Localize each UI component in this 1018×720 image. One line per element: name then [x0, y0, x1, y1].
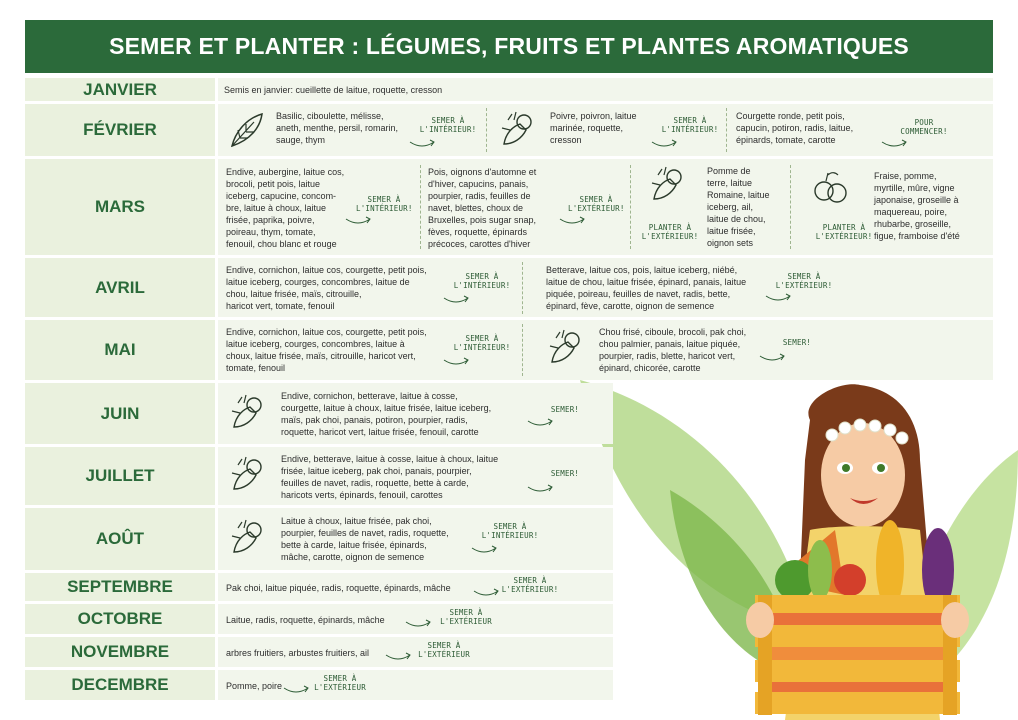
- arrow-icon: [758, 352, 788, 364]
- arrow-icon: [472, 587, 502, 599]
- month-row-octobre: [25, 604, 993, 634]
- sowing-list: Endive, betterave, laitue à cosse, laitue à choux, laitue frisée, laitue iceberg, pak choi, panais, pourpier, feuilles de navet, radis, roquette, bette à carde, haricots verts, épinards, fenouil, carottes: [281, 454, 499, 500]
- arrow-icon: [764, 292, 794, 304]
- arrow-icon: [404, 618, 434, 630]
- handwritten-note: SEMER À L'INTÉRIEUR!: [419, 116, 477, 134]
- divider: [420, 165, 421, 249]
- sowing-list: Poivre, poivron, laitue marinée, roquette, cresson: [550, 111, 637, 145]
- arrow-icon: [526, 417, 556, 429]
- vegetables-bundle-icon: [226, 393, 266, 433]
- sowing-list: Courgette ronde, petit pois, capucin, potiron, radis, laitue, épinards, tomate, carotte: [736, 111, 854, 145]
- sowing-list: Endive, cornichon, betterave, laitue à cosse, courgette, laitue à choux, laitue frisée, laitue iceberg, maïs, pak choi, panais, potiron, pourpier, radis, roquette, haricot vert, laitue frisée, fenouil, carotte: [281, 391, 492, 437]
- month-label: MAI: [25, 320, 215, 380]
- month-label: AVRIL: [25, 258, 215, 317]
- arrow-icon: [526, 483, 556, 495]
- handwritten-note: SEMER À L'INTÉRIEUR!: [481, 522, 539, 540]
- month-content: [218, 78, 993, 101]
- month-row-juin: [25, 383, 993, 444]
- handwritten-note: POUR COMMENCER!: [900, 118, 948, 136]
- sowing-list: Laitue à choux, laitue frisée, pak choi, pourpier, feuilles de navet, radis, roquette, bette à carde, laitue frisée, épinards, mâche, carotte, oignon de semence: [281, 516, 449, 562]
- arrow-icon: [442, 356, 472, 368]
- arrow-icon: [880, 138, 910, 150]
- month-row-aout: [25, 508, 993, 570]
- handwritten-note: SEMER À L'EXTÉRIEUR!: [775, 272, 833, 290]
- divider: [790, 165, 791, 249]
- arrow-icon: [470, 544, 500, 556]
- month-row-mai: [25, 320, 993, 380]
- handwritten-note: PLANTER À L'EXTÉRIEUR!: [641, 223, 699, 241]
- month-content: [218, 637, 613, 667]
- divider: [522, 324, 523, 376]
- arrow-icon: [384, 651, 414, 663]
- month-content: [218, 670, 613, 700]
- handwritten-note: SEMER À L'INTÉRIEUR!: [453, 334, 511, 352]
- month-content: [218, 258, 993, 317]
- fruits-icon: [810, 167, 850, 207]
- divider: [486, 108, 487, 152]
- vegetables-bundle-icon: [226, 518, 266, 558]
- handwritten-note: SEMER À L'EXTÉRIEUR: [418, 641, 470, 659]
- sowing-list: Pois, oignons d'automne et d'hiver, capucins, panais, pourpier, radis, feuilles de navet, blettes, choux de Bruxelles, pois sugar snap, fèves, roquette, épinards précoces, carottes d'hiver: [428, 167, 537, 249]
- month-row-septembre: [25, 573, 993, 601]
- handwritten-note: SEMER À L'INTÉRIEUR!: [661, 116, 719, 134]
- month-content: [218, 104, 993, 156]
- divider: [522, 262, 523, 314]
- sowing-list: Laitue, radis, roquette, épinards, mâche: [226, 615, 385, 625]
- page-title: SEMER ET PLANTER : LÉGUMES, FRUITS ET PLANTES AROMATIQUES: [25, 20, 993, 73]
- month-row-fevrier: [25, 104, 993, 156]
- divider: [726, 108, 727, 152]
- month-content: [218, 159, 993, 255]
- sowing-list: Chou frisé, ciboule, brocoli, pak choi, chou palmier, panais, laitue piquée, pourpier, radis, blette, haricot vert, épinard, chicorée, carotte: [599, 327, 747, 373]
- arrow-icon: [344, 215, 374, 227]
- month-content: [218, 604, 613, 634]
- handwritten-note: SEMER À L'EXTÉRIEUR: [314, 674, 366, 692]
- arrow-icon: [650, 138, 680, 150]
- arrow-icon: [408, 138, 438, 150]
- month-content: [218, 320, 993, 380]
- sowing-list: Pak choi, laitue piquée, radis, roquette, épinards, mâche: [226, 583, 451, 593]
- month-row-janvier: [25, 78, 993, 101]
- month-label: NOVEMBRE: [25, 637, 215, 667]
- month-row-mars: [25, 159, 993, 255]
- handwritten-note: SEMER À L'INTÉRIEUR!: [453, 272, 511, 290]
- month-label: SEPTEMBRE: [25, 573, 215, 601]
- month-label: DECEMBRE: [25, 670, 215, 700]
- month-content: [218, 383, 613, 444]
- arrow-icon: [558, 215, 588, 227]
- vegetables-bundle-icon: [496, 110, 536, 150]
- sowing-list: Pomme, poire: [226, 681, 283, 691]
- month-content: [218, 573, 613, 601]
- month-label: MARS: [25, 159, 215, 255]
- sowing-list: Endive, cornichon, laitue cos, courgette, petit pois, laitue iceberg, courges, concombres, laitue à choux, laitue frisée, maïs, citrouille, haricot vert, tomate, fenouil: [226, 327, 427, 373]
- handwritten-note: SEMER!: [550, 405, 580, 414]
- month-content: [218, 508, 613, 570]
- handwritten-note: SEMER À L'EXTÉRIEUR: [440, 608, 492, 626]
- month-label: FÉVRIER: [25, 104, 215, 156]
- handwritten-note: SEMER!: [550, 469, 580, 478]
- handwritten-note: SEMER À L'EXTÉRIEUR!: [501, 576, 559, 594]
- handwritten-note: SEMER À L'INTÉRIEUR!: [356, 195, 413, 213]
- month-row-avril: [25, 258, 993, 317]
- month-label: JUIN: [25, 383, 215, 444]
- sowing-list: Fraise, pomme, myrtille, mûre, vigne japonaise, groseille à maquereau, poire, rhubarbe, groseille, figue, framboise d'été: [874, 171, 960, 241]
- vegetables-bundle-icon: [544, 328, 584, 368]
- month-row-decembre: [25, 670, 993, 700]
- sowing-list: Endive, aubergine, laitue cos, brocoli, petit pois, laitue iceberg, capucine, concom- bre, laitue à choux, laitue frisée, paprika, poivre, poireau, thym, tomate, fenouil, chou blanc et rouge: [226, 167, 345, 249]
- handwritten-note: SEMER!: [782, 338, 812, 347]
- vegetables-bundle-icon: [226, 455, 266, 495]
- herb-leaf-icon: [226, 110, 266, 150]
- month-content: [218, 447, 613, 505]
- month-label: JUILLET: [25, 447, 215, 505]
- month-row-juillet: [25, 447, 993, 505]
- handwritten-note: SEMER À L'EXTÉRIEUR!: [568, 195, 625, 213]
- sowing-list: Betterave, laitue cos, pois, laitue iceberg, niébé, laitue de chou, laitue frisée, épinard, panais, laitue piquée, poireau, feuilles de navet, radis, bette, épinard, fève, carotte, oignon de semence: [546, 265, 747, 311]
- handwritten-note: PLANTER À L'EXTÉRIEUR!: [815, 223, 873, 241]
- sowing-list: Endive, cornichon, laitue cos, courgette, petit pois, laitue iceberg, courges, concombres, laitue de chou, laitue frisée, maïs, citrouille, haricot vert, tomate, fenouil: [226, 265, 427, 311]
- vegetables-bundle-icon: [646, 165, 686, 205]
- divider: [630, 165, 631, 249]
- arrow-icon: [442, 294, 472, 306]
- month-row-novembre: [25, 637, 993, 667]
- month-label: AOÛT: [25, 508, 215, 570]
- sowing-list: Basilic, ciboulette, mélisse, aneth, menthe, persil, romarin, sauge, thym: [276, 111, 399, 145]
- month-label: JANVIER: [25, 78, 215, 101]
- sowing-list: Pomme de terre, laitue Romaine, laitue iceberg, ail, laitue de chou, laitue frisée, oignon sets: [707, 166, 770, 248]
- sowing-list: Semis en janvier: cueillette de laitue, roquette, cresson: [224, 85, 443, 95]
- sowing-list: arbres fruitiers, arbustes fruitiers, ail: [226, 648, 370, 658]
- arrow-icon: [282, 684, 312, 696]
- month-label: OCTOBRE: [25, 604, 215, 634]
